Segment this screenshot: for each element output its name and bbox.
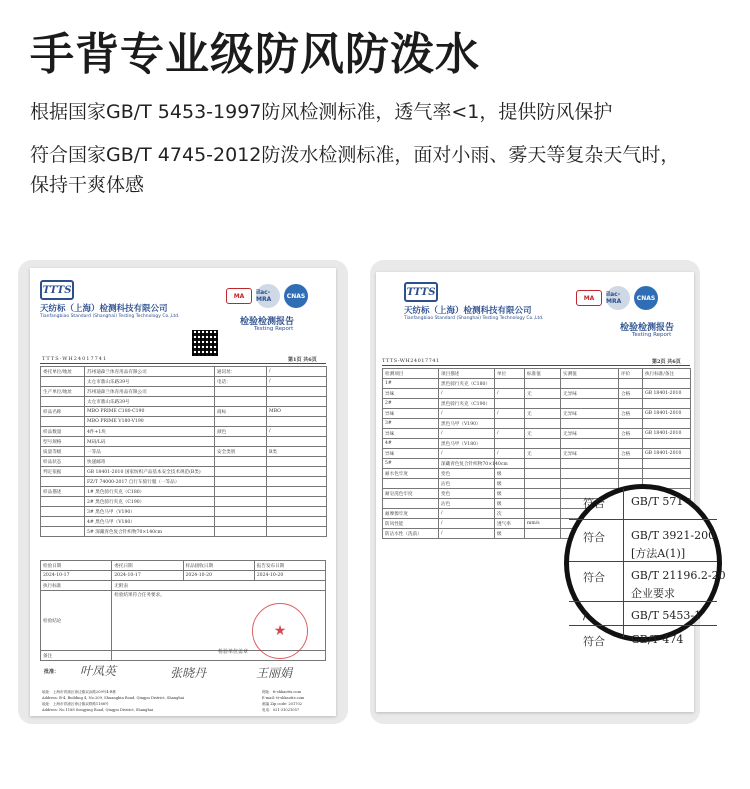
results-cell: GB 18401-2010	[643, 389, 691, 399]
windproof-description: 根据国家GB/T 5453-1997防风检测标准，透气率<1，提供防风保护	[30, 101, 613, 123]
page-number: 第1页 共6页	[288, 357, 317, 363]
report-row	[41, 387, 327, 397]
report-cell: 4件+1块	[85, 427, 215, 437]
report-cell: MBO	[267, 407, 327, 417]
report-cell: M码/L码	[85, 437, 215, 447]
results-cell: 级	[495, 499, 525, 509]
results-cell: 变色	[439, 469, 495, 479]
magnifier-standard: GB/T 571	[631, 495, 684, 508]
conclusion-text: 检验结果符合任务要求。	[112, 591, 326, 651]
results-cell	[495, 439, 525, 449]
results-cell	[561, 379, 619, 389]
report-row	[41, 467, 327, 477]
results-cell: /	[439, 449, 495, 459]
report-cell: 苏州迪森兰体育用品有限公司	[85, 367, 215, 377]
report-row	[41, 417, 327, 427]
report-cell	[267, 527, 327, 537]
ma-cert-icon: MA	[226, 288, 252, 304]
report-cell	[267, 517, 327, 527]
report-sheet-page1	[30, 268, 336, 716]
report-cell	[267, 397, 327, 407]
report-row	[41, 437, 327, 447]
report-cell: 型号规格	[41, 437, 85, 447]
results-cell: 黑色骑行夹克（C180）	[439, 379, 495, 389]
ma-cert-icon: MA	[576, 290, 602, 306]
report-cell: 太仓市鼎山乐路39号	[85, 397, 215, 407]
date-label: 样品接收日期	[183, 561, 254, 571]
results-header-cell: 评价	[619, 369, 643, 379]
report-cell	[215, 387, 267, 397]
results-cell: 异味	[383, 429, 439, 439]
results-cell	[561, 459, 619, 469]
magnifier-standard: GB/T 5453-1	[631, 609, 702, 622]
magnifier-standard: GB/T 21196.2-20	[631, 569, 726, 582]
report-row	[41, 377, 327, 387]
results-cell	[495, 399, 525, 409]
stamp-note: 检验单位盖章	[218, 649, 249, 655]
results-cell: 级	[495, 469, 525, 479]
footer-address-2: 地址：上海市青浦区徐泾镇双联路1188号	[42, 702, 109, 706]
date-value: 2024-10-20	[183, 571, 254, 581]
company-name: 天纺标（上海）检测科技有限公司	[40, 304, 168, 314]
report-cell	[215, 507, 267, 517]
date-value-row	[41, 571, 326, 581]
report-photo-left	[18, 260, 348, 724]
results-cell	[525, 479, 561, 489]
results-cell: 合格	[619, 389, 643, 399]
results-row	[383, 399, 691, 409]
report-cell: 通讯址：	[215, 367, 267, 377]
date-value: 2024-10-17	[112, 571, 183, 581]
exec-row	[41, 581, 326, 591]
results-cell: 无	[525, 389, 561, 399]
results-cell: 级	[495, 489, 525, 499]
report-cell	[41, 377, 85, 387]
results-cell: 无	[525, 449, 561, 459]
report-photo-right	[370, 260, 726, 724]
results-row	[383, 469, 691, 479]
results-header-cell: 标准值	[525, 369, 561, 379]
results-cell: mm/s	[525, 519, 561, 529]
results-cell	[561, 419, 619, 429]
results-cell	[561, 399, 619, 409]
report-cell	[267, 477, 327, 487]
magnifier-eval: /	[583, 609, 587, 622]
report-cell: 3# 黑色马甲（V190）	[85, 507, 215, 517]
footer-web: 网址：tt-shkaotts.com	[262, 690, 301, 694]
report-cell: 太仓市鼎山乐路39号	[85, 377, 215, 387]
report-cell	[267, 507, 327, 517]
results-cell: 沾色	[439, 479, 495, 489]
results-cell: 无异味	[561, 389, 619, 399]
report-cell: MBO PRIME C180-C190	[85, 407, 215, 417]
results-cell: /	[495, 449, 525, 459]
results-cell	[643, 419, 691, 429]
results-cell	[525, 439, 561, 449]
results-cell	[643, 399, 691, 409]
results-cell	[495, 379, 525, 389]
results-row	[383, 389, 691, 399]
report-cell	[267, 497, 327, 507]
report-title: 检验检测报告	[620, 323, 675, 333]
results-cell	[561, 439, 619, 449]
company-name-en: Tianfangbiao Standard (Shanghai) Testing Technology Co.,Ltd.	[404, 316, 544, 321]
report-cell: 4# 黑色马甲（V180）	[85, 517, 215, 527]
results-cell: 深藏青色复合针织物70×140cm	[439, 459, 495, 469]
results-cell: 沾色	[439, 499, 495, 509]
report-cell: B类	[267, 447, 327, 457]
magnifier-standard: GB/T 3921-200	[631, 529, 716, 542]
report-cell: 1# 黑色骑行夹克（C180）	[85, 487, 215, 497]
report-cell	[41, 497, 85, 507]
results-cell: 异味	[383, 409, 439, 419]
date-value: 2024-10-20	[254, 571, 325, 581]
cnas-cert-icon: CNAS	[634, 286, 658, 310]
report-cell	[41, 477, 85, 487]
date-value: 2024-10-17	[41, 571, 112, 581]
magnifier-divider	[623, 489, 624, 637]
magnifier-divider	[569, 625, 717, 626]
red-seal-icon: ★	[252, 603, 308, 659]
report-number: TTTS-WH24017741	[42, 356, 108, 362]
report-row	[41, 497, 327, 507]
company-name-en: Tianfangbiao Standard (Shanghai) Testing Technology Co.,Ltd.	[40, 314, 180, 319]
results-row	[383, 409, 691, 419]
results-cell: /	[495, 409, 525, 419]
results-header-cell: 执行标准/条注	[643, 369, 691, 379]
results-cell: 耐水色牢度	[383, 469, 439, 479]
ttts-logo: TTTS	[40, 280, 74, 300]
results-header-row	[383, 369, 691, 379]
waterproof-description-cont: 保持干爽体感	[30, 174, 145, 196]
report-row	[41, 397, 327, 407]
report-title: 检验检测报告	[240, 317, 295, 327]
results-cell: GB 18401-2010	[643, 449, 691, 459]
results-cell	[619, 399, 643, 409]
magnifier-standard: 企业要求	[631, 587, 675, 600]
report-cell	[41, 507, 85, 517]
magnifier-eval: 符合	[583, 497, 605, 510]
results-cell	[525, 379, 561, 389]
results-cell: 3#	[383, 419, 439, 429]
results-cell: 黑色骑行夹克（C190）	[439, 399, 495, 409]
footer-address-1-en: Address: B-4, Building 4, No.209, Shuangbin Road, Qingpu District, Shanghai	[42, 696, 185, 700]
qr-code	[192, 330, 218, 356]
results-cell: 2#	[383, 399, 439, 409]
results-cell: 4#	[383, 439, 439, 449]
results-header-cell: 检测项目	[383, 369, 439, 379]
report-cell	[215, 527, 267, 537]
results-cell	[525, 399, 561, 409]
report-row	[41, 427, 327, 437]
conclusion-label: 检验结论	[41, 591, 112, 651]
report-cell	[267, 467, 327, 477]
results-row	[383, 439, 691, 449]
results-cell: 防沾水性（洗前）	[383, 529, 439, 539]
report-cell	[267, 457, 327, 467]
results-cell: 合格	[619, 429, 643, 439]
report-cell: /	[267, 367, 327, 377]
signature-1: 叶凤英	[80, 664, 117, 678]
results-cell	[525, 459, 561, 469]
report-cell	[41, 527, 85, 537]
results-cell: 无异味	[561, 409, 619, 419]
results-cell: /	[439, 409, 495, 419]
report-row	[41, 527, 327, 537]
results-cell: GB 18401-2010	[643, 429, 691, 439]
results-cell: 合格	[619, 409, 643, 419]
footer-phone: 电话：021-31021057	[262, 708, 300, 712]
report-cell: MBO PRIME V180-V190	[85, 417, 215, 427]
report-cell: 一等品	[85, 447, 215, 457]
results-cell	[525, 529, 561, 539]
results-cell: 1#	[383, 379, 439, 389]
results-cell	[643, 469, 691, 479]
report-cell	[215, 437, 267, 447]
magnifier-eval: 符合	[583, 635, 605, 648]
report-row	[41, 447, 327, 457]
magnifier-divider	[569, 601, 717, 602]
report-row	[41, 507, 327, 517]
report-cell	[267, 437, 327, 447]
report-cell: 安全类别	[215, 447, 267, 457]
results-cell	[383, 479, 439, 489]
ttts-logo: TTTS	[404, 282, 438, 302]
report-cell: 2# 黑色骑行夹克（C190）	[85, 497, 215, 507]
report-cell: 样品描述	[41, 487, 85, 497]
company-name: 天纺标（上海）检测科技有限公司	[404, 306, 532, 316]
results-cell: 无	[525, 429, 561, 439]
remark-label: 备注	[41, 651, 112, 661]
results-cell: 耐皂洗色牢度	[383, 489, 439, 499]
results-cell: 5#	[383, 459, 439, 469]
report-number: TTTS-WH24017741	[382, 358, 440, 364]
report-cell	[267, 487, 327, 497]
report-row	[41, 487, 327, 497]
report-title-en: Testing Report	[254, 326, 294, 332]
footer-address-1: 地址：上海市青浦区徐泾镇双浜路209号4-B栋	[42, 690, 117, 694]
report-cell	[215, 467, 267, 477]
report-table	[40, 366, 327, 537]
magnifier-standard: [方法A(1)]	[631, 547, 686, 560]
results-cell: /	[439, 519, 495, 529]
results-cell: 透气率	[495, 519, 525, 529]
page-number: 第2页 共6页	[652, 359, 681, 365]
report-row	[41, 457, 327, 467]
results-cell: 黑色马甲（V180）	[439, 439, 495, 449]
results-cell: 防风性能	[383, 519, 439, 529]
results-cell: GB 18401-2010	[643, 409, 691, 419]
report-cell	[215, 517, 267, 527]
report-cell: /	[267, 427, 327, 437]
results-cell	[561, 479, 619, 489]
divider	[382, 365, 690, 366]
results-cell: 无异味	[561, 449, 619, 459]
date-label: 检验日期	[41, 561, 112, 571]
signature-3: 王丽娟	[256, 666, 293, 680]
magnifier-eval: 符合	[583, 571, 605, 584]
results-cell	[643, 459, 691, 469]
report-cell	[41, 397, 85, 407]
report-cell	[215, 497, 267, 507]
report-cell: 委托单位/地址	[41, 367, 85, 377]
sign-label: 批准：	[44, 669, 60, 675]
results-header-cell: 单位	[495, 369, 525, 379]
report-row	[41, 477, 327, 487]
report-cell	[215, 487, 267, 497]
results-cell	[525, 489, 561, 499]
waterproof-description: 符合国家GB/T 4745-2012防泼水检测标准，面对小雨、雾天等复杂天气时，	[30, 144, 680, 166]
exec-value: 无附表	[112, 581, 326, 591]
results-cell	[643, 439, 691, 449]
magnifier-eval: 符合	[583, 531, 605, 544]
report-cell: 生产单位/地址	[41, 387, 85, 397]
results-cell	[561, 469, 619, 479]
report-cell: 苏州迪森兰体育用品有限公司	[85, 387, 215, 397]
footer-email: E-mail: tt-shkaotts.com	[262, 696, 305, 700]
report-cell: FZ/T 74000-2017 自行车骑行服（一等品）	[85, 477, 215, 487]
results-cell: 合格	[619, 449, 643, 459]
cnas-cert-icon: CNAS	[284, 284, 308, 308]
results-cell	[525, 469, 561, 479]
results-cell: 无	[525, 409, 561, 419]
magnifier-zoom	[564, 484, 726, 648]
results-cell: 耐摩擦牢度	[383, 509, 439, 519]
report-cell	[215, 457, 267, 467]
report-cell: /	[267, 377, 327, 387]
results-row	[383, 429, 691, 439]
results-cell: /	[439, 389, 495, 399]
results-cell	[619, 419, 643, 429]
report-cell: 颜色	[215, 427, 267, 437]
divider	[40, 363, 326, 364]
results-cell	[643, 379, 691, 389]
date-header-row	[41, 561, 326, 571]
date-label: 委托日期	[112, 561, 183, 571]
report-cell	[215, 397, 267, 407]
report-cell	[41, 417, 85, 427]
magnifier-divider	[569, 519, 717, 520]
magnifier-divider	[569, 561, 717, 562]
results-cell: /	[439, 529, 495, 539]
results-cell	[619, 439, 643, 449]
results-cell: /	[439, 509, 495, 519]
results-cell: /	[495, 429, 525, 439]
results-cell: 变色	[439, 489, 495, 499]
report-cell: 判定依据	[41, 467, 85, 477]
footer-address-2-en: Address: No.1188 Songying Road, Qingpu District, Shanghai	[42, 708, 154, 712]
exec-label: 执行标准	[41, 581, 112, 591]
report-cell	[267, 387, 327, 397]
results-cell: 级	[495, 529, 525, 539]
report-cell: 样品状态	[41, 457, 85, 467]
report-row	[41, 367, 327, 377]
results-cell: 无异味	[561, 429, 619, 439]
report-cell: 商标	[215, 407, 267, 417]
report-cell: GB 18401-2010 国家纺织产品基本安全技术规范(B类)	[85, 467, 215, 477]
cert-logos	[226, 284, 308, 308]
results-cell: /	[495, 389, 525, 399]
results-cell: 次	[495, 509, 525, 519]
date-label: 报告发布日期	[254, 561, 325, 571]
results-row	[383, 459, 691, 469]
results-cell: /	[439, 429, 495, 439]
ilac-cert-icon: ilac-MRA	[256, 284, 280, 308]
report-cell	[215, 417, 267, 427]
report-cell	[215, 477, 267, 487]
results-cell: 级	[495, 479, 525, 489]
report-cell: 质量等级	[41, 447, 85, 457]
magnifier-standard: GB/T 474	[631, 633, 684, 646]
report-title-en: Testing Report	[632, 332, 672, 338]
results-row	[383, 379, 691, 389]
report-row	[41, 517, 327, 527]
report-cell: 电话：	[215, 377, 267, 387]
results-cell: 异味	[383, 449, 439, 459]
results-cell	[525, 499, 561, 509]
results-cell: 黑色马甲（V190）	[439, 419, 495, 429]
results-row	[383, 419, 691, 429]
report-cell: 样品数量	[41, 427, 85, 437]
footer-zip: 邮编 Zip code: 201702	[262, 702, 303, 706]
cert-logos	[576, 286, 658, 310]
report-cell	[267, 417, 327, 427]
results-cell	[619, 459, 643, 469]
report-cell: 样品名称	[41, 407, 85, 417]
report-cell: 快递邮寄	[85, 457, 215, 467]
report-sheet-page2	[376, 272, 726, 712]
results-row	[383, 449, 691, 459]
results-cell	[525, 419, 561, 429]
ilac-cert-icon: ilac-MRA	[606, 286, 630, 310]
signature-2: 张晓丹	[170, 666, 207, 680]
results-cell	[619, 379, 643, 389]
page-title: 手背专业级防风防泼水	[30, 29, 480, 80]
results-cell	[383, 499, 439, 509]
results-cell: 异味	[383, 389, 439, 399]
results-cell	[495, 419, 525, 429]
results-cell	[525, 509, 561, 519]
results-header-cell: 项目描述	[439, 369, 495, 379]
report-cell	[41, 517, 85, 527]
results-cell	[619, 469, 643, 479]
results-header-cell: 实测值	[561, 369, 619, 379]
report-cell: 5# 深藏青色复合针织物70×140cm	[85, 527, 215, 537]
report-row	[41, 407, 327, 417]
